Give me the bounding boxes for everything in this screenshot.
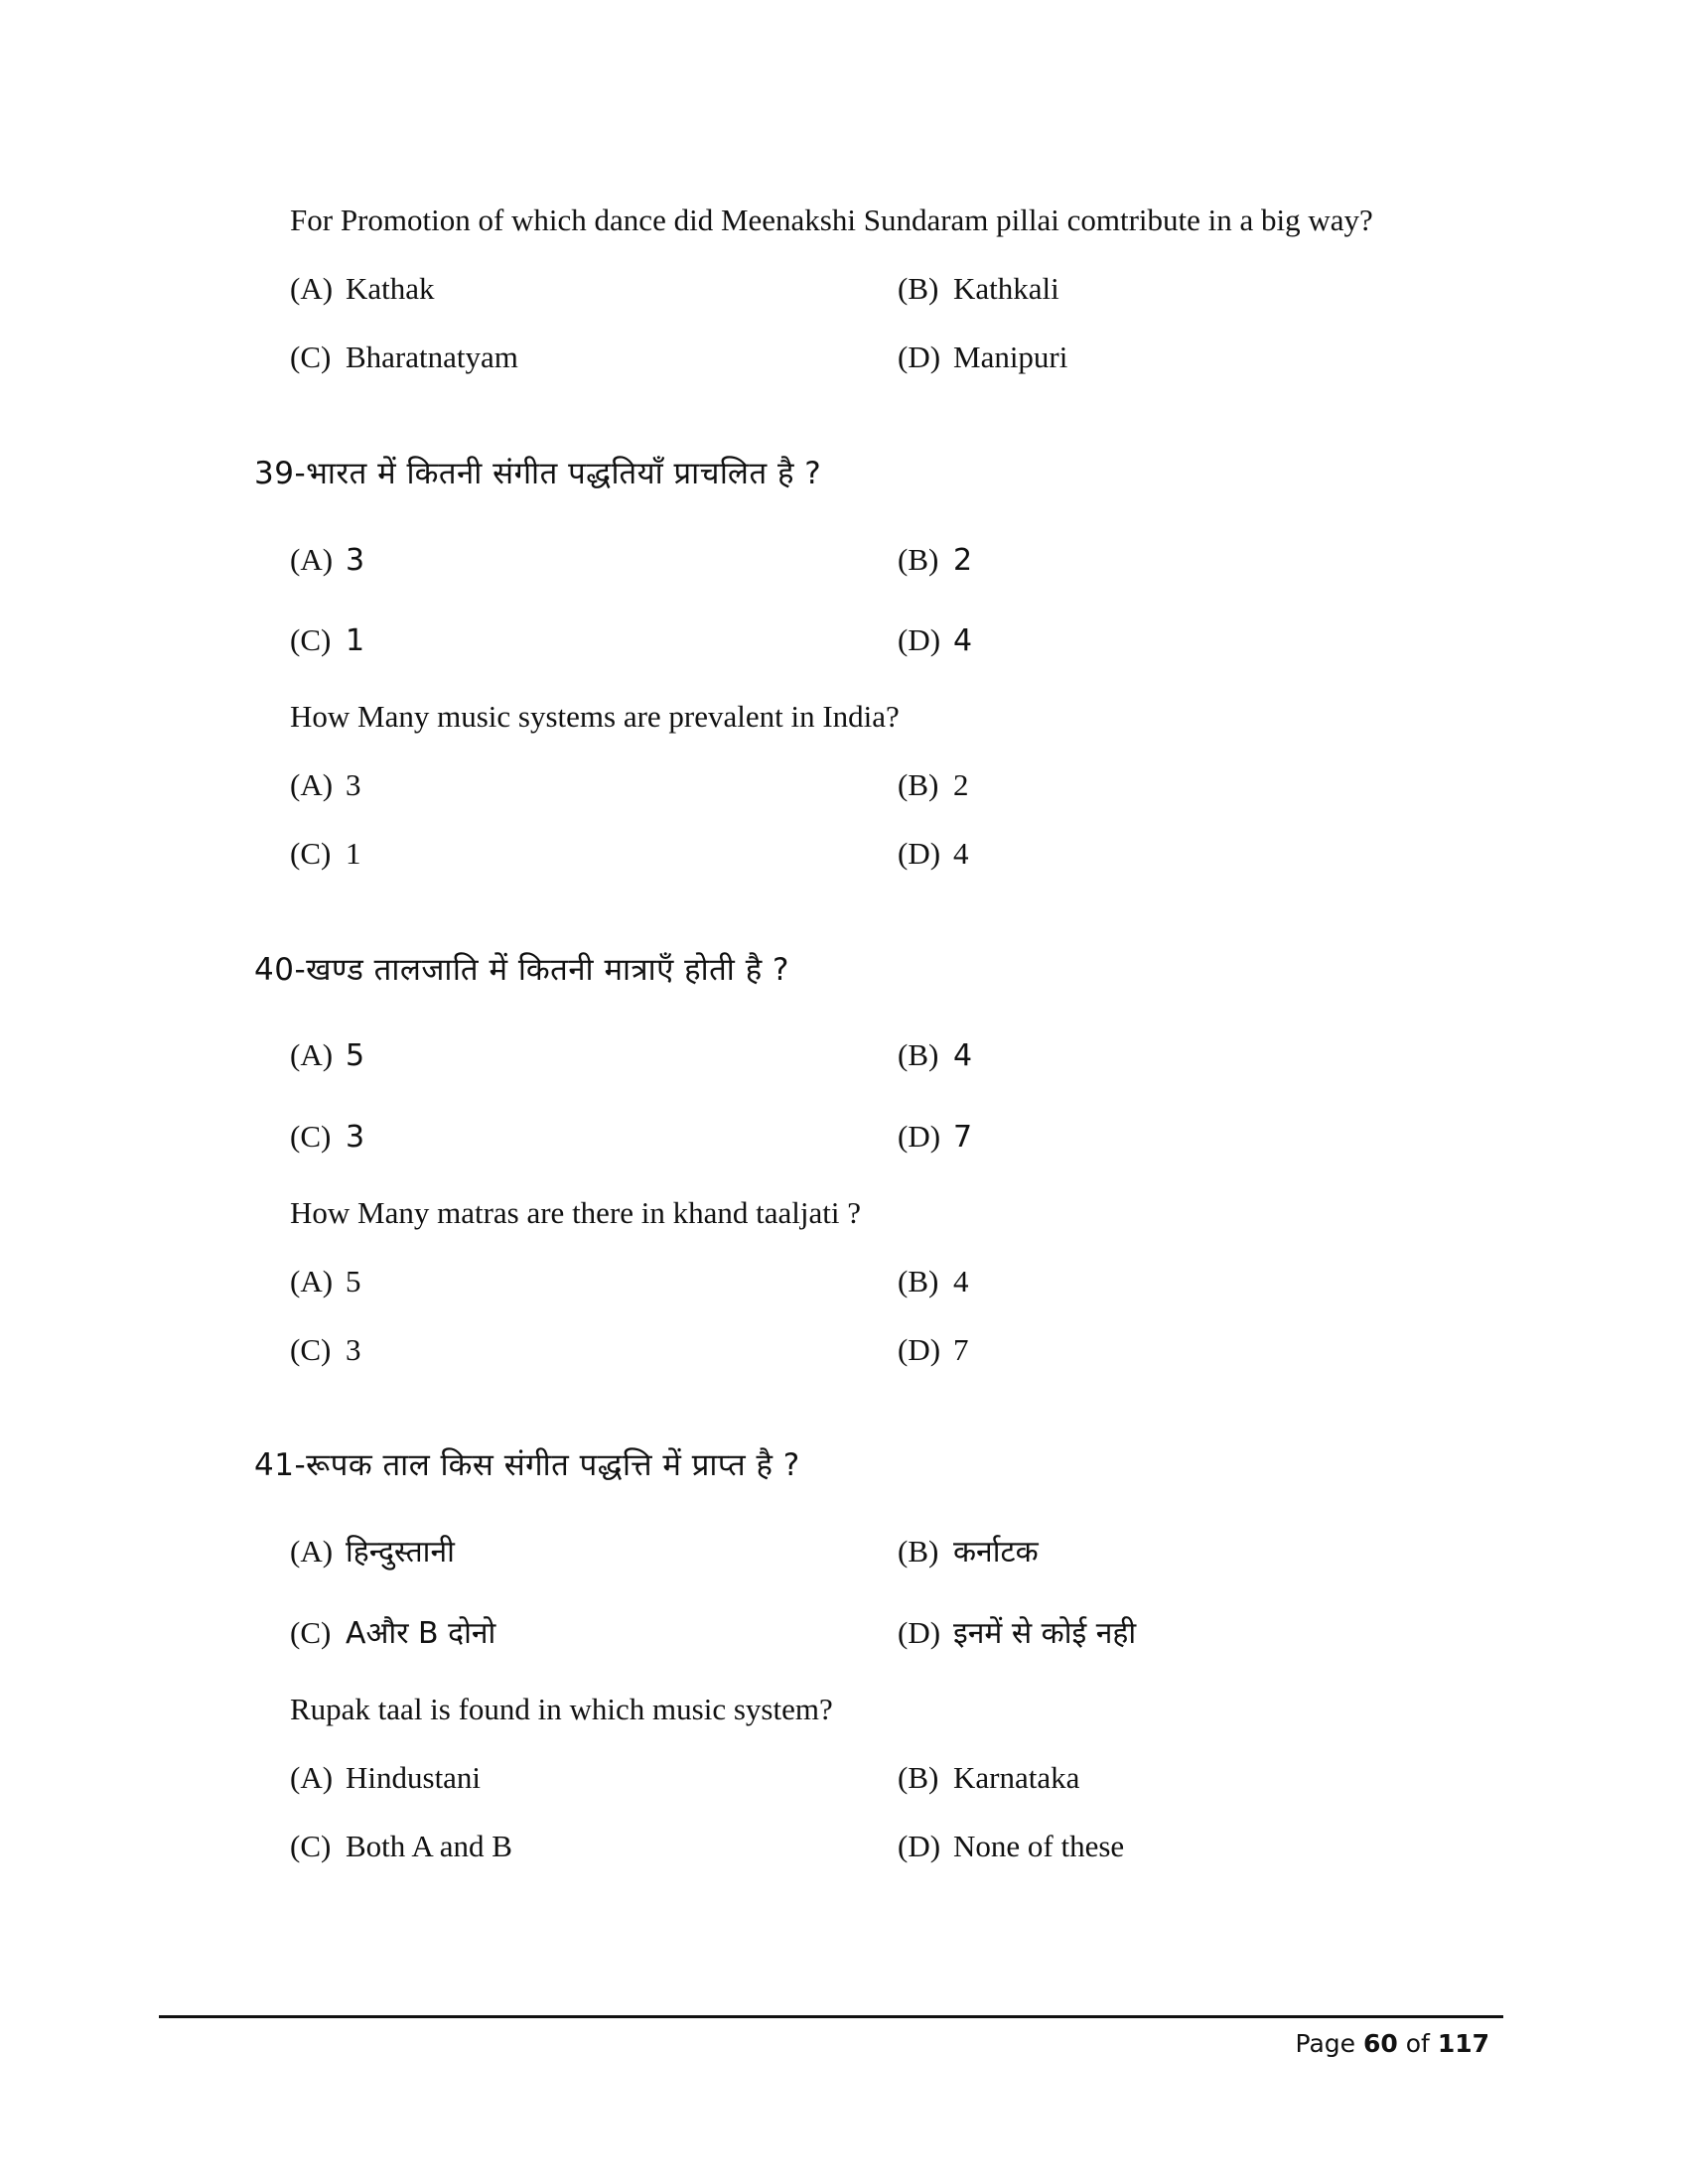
option-label: (A) xyxy=(290,1037,334,1072)
option-label: (B) xyxy=(898,542,939,577)
page-number xyxy=(1296,2029,1489,2058)
q41-hindi-question: 41-रूपक ताल किस संगीत पद्धत्ति में प्राप्त है ? xyxy=(254,1447,800,1483)
q38-en-option-c xyxy=(290,340,518,375)
q40-hi-option-b xyxy=(898,1037,972,1074)
q39-hi-option-b xyxy=(898,542,972,579)
option-text: 4 xyxy=(953,836,969,871)
option-text: 1 xyxy=(346,836,361,871)
option-label: (A) xyxy=(290,1534,334,1569)
option-label: (A) xyxy=(290,1760,334,1795)
q41-hi-option-d xyxy=(898,1615,1136,1652)
option-text: None of these xyxy=(953,1829,1125,1863)
page-total: 117 xyxy=(1437,2029,1489,2058)
option-label: (D) xyxy=(898,1615,941,1650)
q40-en-option-a xyxy=(290,1264,361,1299)
option-label: (C) xyxy=(290,836,332,871)
option-text: 7 xyxy=(953,1332,969,1367)
option-label: (C) xyxy=(290,1119,332,1154)
option-text: हिन्दुस्तानी xyxy=(346,1535,455,1570)
option-text: 7 xyxy=(953,1120,973,1155)
option-label: (D) xyxy=(898,622,941,657)
q39-en-option-a xyxy=(290,767,361,803)
option-label: (C) xyxy=(290,340,332,374)
option-text: 1 xyxy=(346,623,365,658)
option-label: (C) xyxy=(290,622,332,657)
q38-en-option-b xyxy=(898,271,1059,307)
option-text: 3 xyxy=(346,767,361,802)
option-label: (B) xyxy=(898,767,939,802)
q41-hi-option-b xyxy=(898,1534,1039,1570)
option-text: 4 xyxy=(953,623,973,658)
option-text: Aऔर B दोनो xyxy=(346,1616,496,1651)
option-text: 2 xyxy=(953,767,969,802)
option-label: (D) xyxy=(898,1332,941,1367)
option-label: (A) xyxy=(290,271,334,306)
option-label: (B) xyxy=(898,1534,939,1569)
option-label: (C) xyxy=(290,1332,332,1367)
q40-english-question: How Many matras are there in khand taaljati ? xyxy=(290,1195,861,1230)
option-label: (D) xyxy=(898,340,941,374)
q39-en-option-c xyxy=(290,836,361,872)
option-label: (A) xyxy=(290,1264,334,1298)
option-label: (A) xyxy=(290,767,334,802)
q41-hi-option-a xyxy=(290,1534,455,1570)
q38-en-option-d xyxy=(898,340,1067,375)
q39-hindi-question: 39-भारत में कितनी संगीत पद्धतियाँ प्राचलित है ? xyxy=(254,456,822,491)
option-text: 3 xyxy=(346,1120,365,1155)
q38-english-question: For Promotion of which dance did Meenakshi Sundaram pillai comtribute in a big way? xyxy=(290,203,1373,237)
q40-hi-option-d xyxy=(898,1119,972,1156)
q41-en-option-a xyxy=(290,1760,481,1796)
q39-hi-option-a xyxy=(290,542,364,579)
option-label: (B) xyxy=(898,1264,939,1298)
option-label: (D) xyxy=(898,836,941,871)
option-label: (A) xyxy=(290,542,334,577)
option-text: 5 xyxy=(346,1264,361,1298)
option-text: 4 xyxy=(953,1038,973,1073)
q41-en-option-c xyxy=(290,1829,512,1864)
q41-en-option-d xyxy=(898,1829,1124,1864)
option-label: (D) xyxy=(898,1119,941,1154)
q38-en-option-a xyxy=(290,271,435,307)
option-text: Karnataka xyxy=(953,1760,1080,1795)
option-text: इनमें से कोई नही xyxy=(953,1616,1137,1651)
option-text: Kathkali xyxy=(953,271,1059,306)
option-text: Manipuri xyxy=(953,340,1068,374)
page-current: 60 xyxy=(1363,2029,1398,2058)
q41-en-option-b xyxy=(898,1760,1079,1796)
q41-hi-option-c xyxy=(290,1615,495,1652)
q40-en-option-d xyxy=(898,1332,969,1368)
option-label: (D) xyxy=(898,1829,941,1863)
q40-hi-option-c xyxy=(290,1119,364,1156)
footer-divider xyxy=(159,2015,1503,2018)
q40-en-option-c xyxy=(290,1332,361,1368)
q39-english-question: How Many music systems are prevalent in India? xyxy=(290,699,900,734)
option-text: Kathak xyxy=(346,271,435,306)
q39-en-option-b xyxy=(898,767,969,803)
option-label: (C) xyxy=(290,1829,332,1863)
of-word: of xyxy=(1405,2029,1430,2058)
option-text: Both A and B xyxy=(346,1829,512,1863)
option-text: Bharatnatyam xyxy=(346,340,518,374)
option-text: Hindustani xyxy=(346,1760,482,1795)
q39-hi-option-d xyxy=(898,622,972,659)
q39-hi-option-c xyxy=(290,622,364,659)
q40-en-option-b xyxy=(898,1264,969,1299)
option-text: 2 xyxy=(953,543,973,578)
option-text: 4 xyxy=(953,1264,969,1298)
option-text: 3 xyxy=(346,1332,361,1367)
option-label: (B) xyxy=(898,1760,939,1795)
q41-english-question: Rupak taal is found in which music system? xyxy=(290,1692,833,1726)
option-text: 3 xyxy=(346,543,365,578)
option-label: (C) xyxy=(290,1615,332,1650)
q40-hindi-question: 40-खण्ड तालजाति में कितनी मात्राएँ होती है ? xyxy=(254,952,789,988)
option-label: (B) xyxy=(898,1037,939,1072)
option-text: कर्नाटक xyxy=(953,1535,1039,1570)
page-word: Page xyxy=(1295,2029,1356,2058)
q40-hi-option-a xyxy=(290,1037,364,1074)
q39-en-option-d xyxy=(898,836,969,872)
option-text: 5 xyxy=(346,1038,365,1073)
option-label: (B) xyxy=(898,271,939,306)
